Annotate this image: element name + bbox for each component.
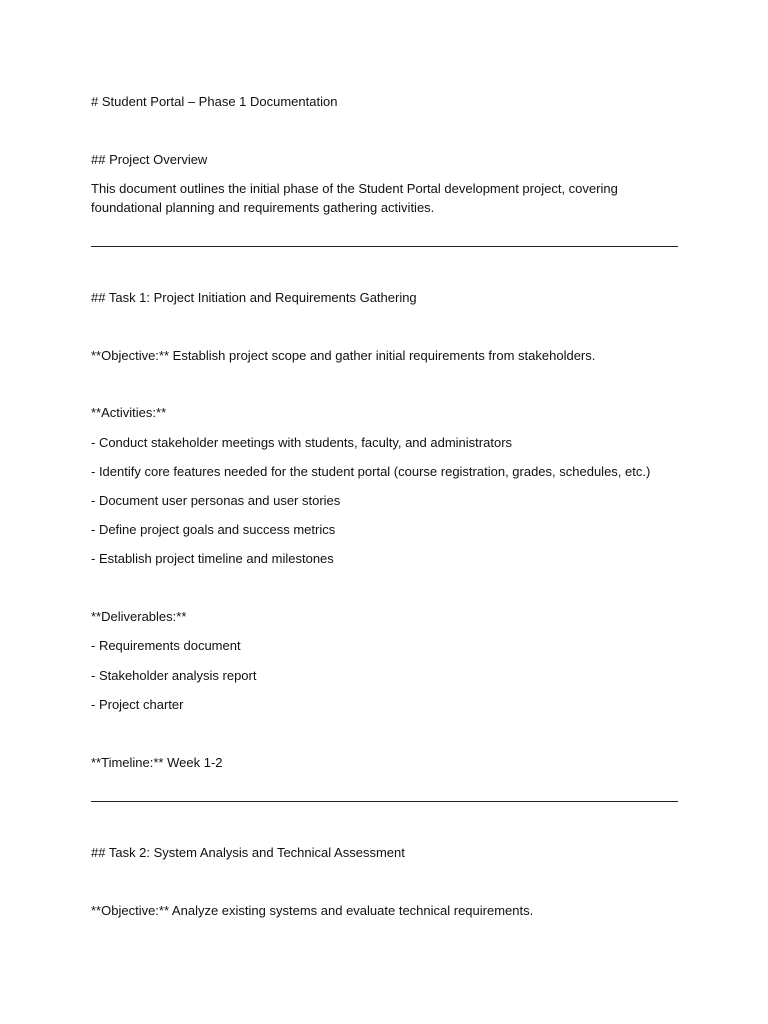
list-item: - Document user personas and user stories	[91, 493, 341, 508]
task-2-objective: **Objective:** Analyze existing systems and evaluate technical requirements.	[91, 903, 534, 918]
list-item: - Conduct stakeholder meetings with students, faculty, and administrators	[91, 435, 513, 450]
task-1-objective: **Objective:** Establish project scope and gather initial requirements from stakeholders.	[91, 348, 596, 363]
section-heading-task-2: ## Task 2: System Analysis and Technical Assessment	[91, 845, 405, 860]
horizontal-rule	[91, 801, 678, 802]
list-item: - Establish project timeline and milestones	[91, 551, 334, 566]
list-item: - Identify core features needed for the student portal (course registration, grades, schedules, etc.)	[91, 464, 651, 479]
list-item: - Stakeholder analysis report	[91, 668, 257, 683]
list-item: - Requirements document	[91, 638, 241, 653]
task-1-activities-heading: **Activities:**	[91, 405, 167, 420]
document-title: # Student Portal – Phase 1 Documentation	[91, 94, 338, 109]
horizontal-rule	[91, 246, 678, 247]
list-item: - Project charter	[91, 697, 184, 712]
section-heading-task-1: ## Task 1: Project Initiation and Requirements Gathering	[91, 290, 417, 305]
task-1-timeline: **Timeline:** Week 1-2	[91, 755, 223, 770]
task-1-deliverables-heading: **Deliverables:**	[91, 609, 187, 624]
overview-paragraph: This document outlines the initial phase of the Student Portal development project, covering foundational planning and requirements gathering activities.	[91, 181, 618, 215]
list-item: - Define project goals and success metrics	[91, 522, 336, 537]
section-heading-overview: ## Project Overview	[91, 152, 208, 167]
